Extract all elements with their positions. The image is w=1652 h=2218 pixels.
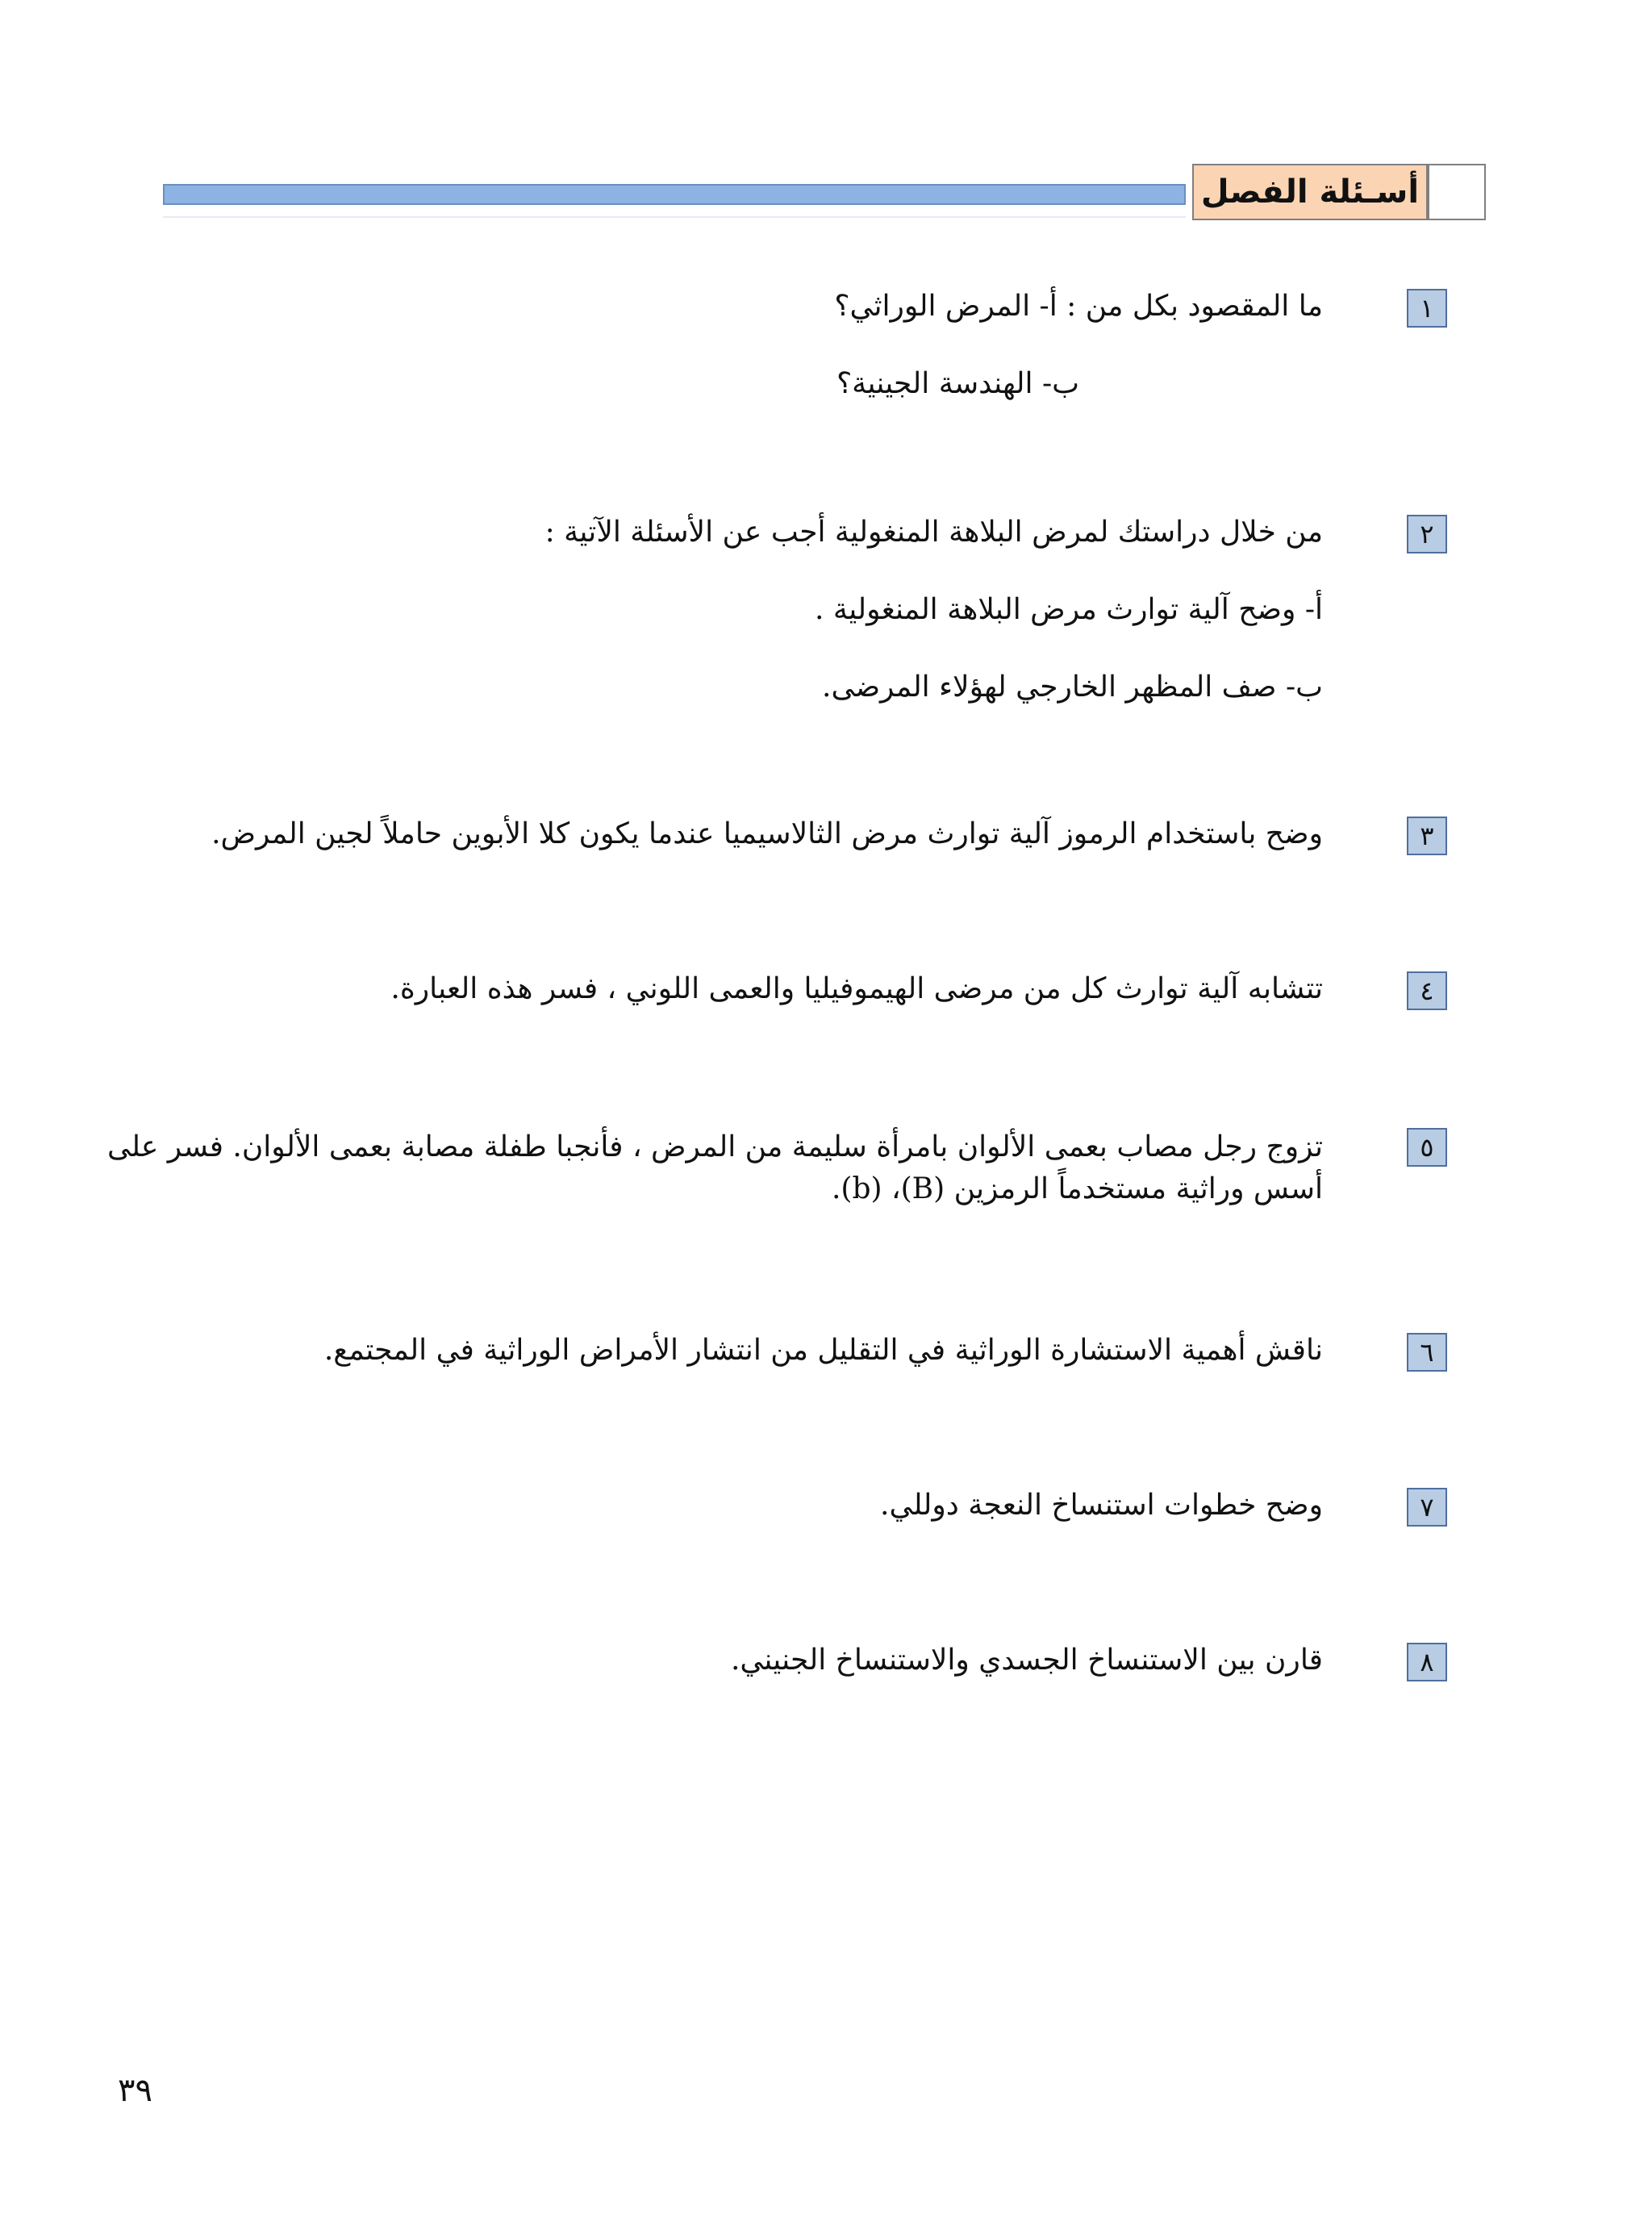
chapter-questions-title [1192,164,1428,220]
question-1-part-b: ب- الهندسة الجينية؟ [836,367,1079,400]
title-corner-box [1428,164,1486,220]
header-underline [163,216,1186,218]
question-2-text: من خلال دراستك لمرض البلاهة المنغولية أجب عن الأسئلة الآتية : [544,516,1323,549]
question-4-text: تتشابه آلية توارث كل من مرضى الهيموفيليا والعمى اللوني ، فسر هذه العبارة. [390,972,1323,1005]
question-number-7: ٧ [1407,1488,1447,1527]
chapter-questions-title-text: أسـئلة الفصل [1200,173,1420,211]
question-number-6: ٦ [1407,1333,1447,1372]
question-2-part-b: ب- صف المظهر الخارجي لهؤلاء المرضى. [822,670,1323,704]
question-number-8: ٨ [1407,1643,1447,1681]
question-1-text: ما المقصود بكل من : أ- المرض الوراثي؟ [834,290,1323,323]
question-number-4: ٤ [1407,971,1447,1010]
page-number: ٣٩ [118,2072,152,2109]
question-number-3: ٣ [1407,817,1447,855]
question-2-part-a: أ- وضح آلية توارث مرض البلاهة المنغولية . [815,593,1323,626]
question-8-text: قارن بين الاستنساخ الجسدي والاستنساخ الجنيني. [730,1644,1323,1677]
question-7-text: وضح خطوات استنساخ النعجة دوللي. [880,1489,1323,1522]
question-5-text: تزوج رجل مصاب بعمى الألوان بامرأة سليمة من المرض ، فأنجبا طفلة مصابة بعمى الألوان. فسر على أسس وراثية مستخدماً الرمزين (B)، (b). [106,1130,1323,1205]
question-3-text: وضح باستخدام الرموز آلية توارث مرض الثالاسيميا عندما يكون كلا الأبوين حاملاً لجين المرض. [211,817,1323,850]
question-number-1: ١ [1407,289,1447,328]
question-number-5: ٥ [1407,1128,1447,1167]
question-6-text: ناقش أهمية الاستشارة الوراثية في التقليل من انتشار الأمراض الوراثية في المجتمع. [323,1334,1323,1367]
question-number-2: ٢ [1407,515,1447,553]
header-bar [163,184,1186,205]
